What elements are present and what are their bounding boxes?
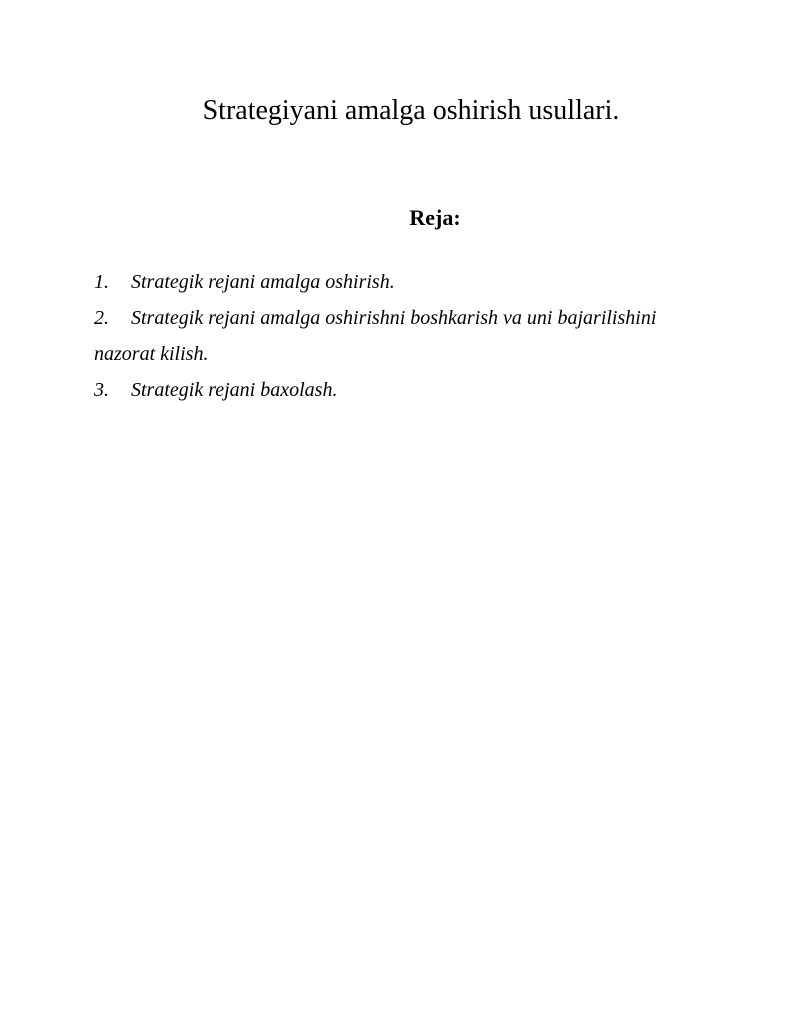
document-title: Strategiyani amalga oshirish usullari. <box>202 95 620 126</box>
plan-heading: Reja: <box>409 205 461 230</box>
plan-item-2 <box>94 300 714 372</box>
plan-item-text: Strategik rejani amalga oshirish. <box>131 271 395 293</box>
plan-item-text: Strategik rejani amalga oshirishni boshkarish va uni bajarilishini nazorat kilish. <box>94 307 657 365</box>
plan-item-number: 3. <box>94 379 109 401</box>
plan-item-3 <box>94 372 714 408</box>
plan-item-text: Strategik rejani baxolash. <box>131 379 338 401</box>
plan-item-number: 1. <box>94 271 109 293</box>
plan-item-number: 2. <box>94 307 109 329</box>
plan-item-1 <box>94 264 714 300</box>
plan-list <box>94 264 714 408</box>
